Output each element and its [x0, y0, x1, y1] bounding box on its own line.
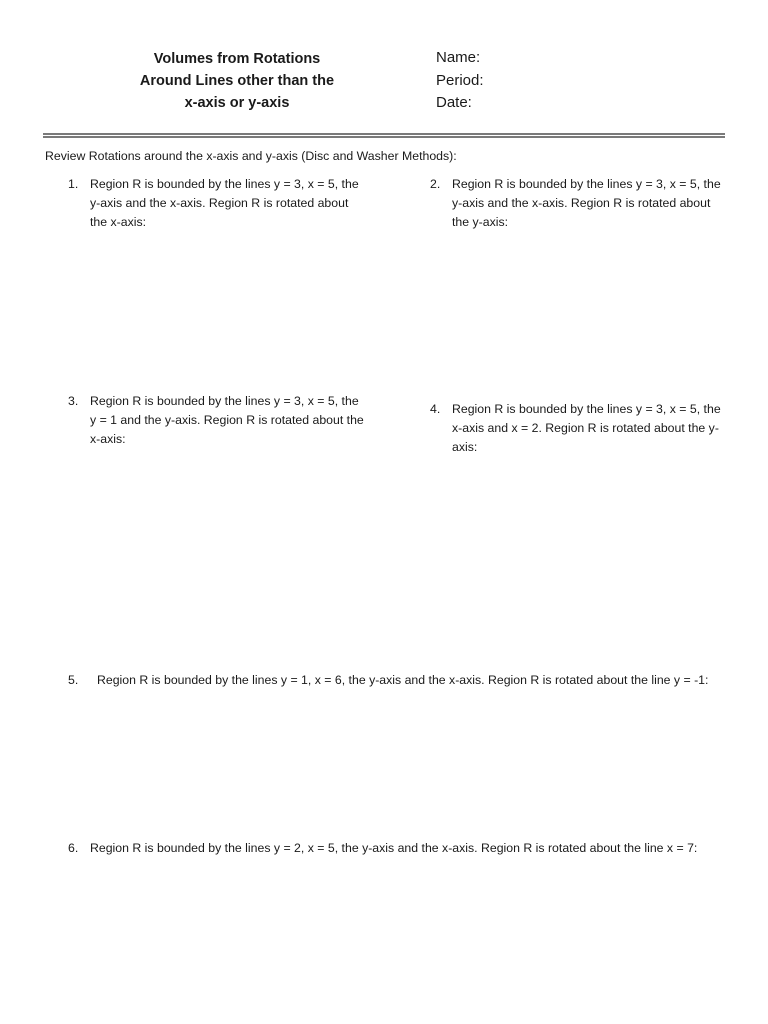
title-line: Around Lines other than the — [139, 73, 335, 89]
name-field-label: Name: — [436, 49, 481, 66]
problem-text: Region R is bounded by the lines y = 1, x = 6, the y-axis and the x-axis. Region R is rotated about the line y = -1: — [97, 673, 709, 687]
problem-text: Region R is bounded by the lines y = 3, x = 5, the x-axis and x = 2. Region R is rotated about the y-axis: — [452, 402, 721, 454]
problem-number: 2. — [430, 177, 441, 191]
problem-text: Region R is bounded by the lines y = 3, x = 5, the y-axis and the x-axis. Region R is rotated about the y-axis: — [452, 177, 721, 229]
problem-2 — [430, 175, 728, 232]
problem-number: 3. — [68, 394, 79, 408]
problem-text: Region R is bounded by the lines y = 3, x = 5, the y-axis and the x-axis. Region R is rotated about the x-axis: — [90, 177, 359, 229]
problem-number: 6. — [68, 841, 79, 855]
header-divider-top — [43, 133, 725, 135]
title-line: x-axis or y-axis — [184, 95, 290, 111]
student-info-fields — [436, 47, 484, 115]
problem-text: Region R is bounded by the lines y = 3, x = 5, the y = 1 and the y-axis. Region R is rotated about the x-axis: — [90, 394, 364, 446]
period-field-label: Period: — [436, 71, 484, 89]
problem-number: 4. — [430, 402, 441, 416]
date-field-label: Date: — [436, 94, 472, 111]
title-line: Volumes from Rotations — [153, 51, 321, 67]
problem-number: 5. — [68, 673, 79, 687]
problem-1 — [68, 175, 366, 232]
problem-3 — [68, 392, 366, 449]
problem-4 — [430, 400, 728, 457]
header-divider-bottom — [43, 136, 725, 138]
worksheet-title — [108, 48, 366, 114]
review-instructions: Review Rotations around the x-axis and y-axis (Disc and Washer Methods): — [45, 149, 457, 163]
problem-text: Region R is bounded by the lines y = 2, x = 5, the y-axis and the x-axis. Region R is rotated about the line x = 7: — [90, 841, 698, 855]
problem-5 — [68, 671, 708, 690]
problem-number: 1. — [68, 177, 79, 191]
problem-6 — [68, 839, 697, 858]
